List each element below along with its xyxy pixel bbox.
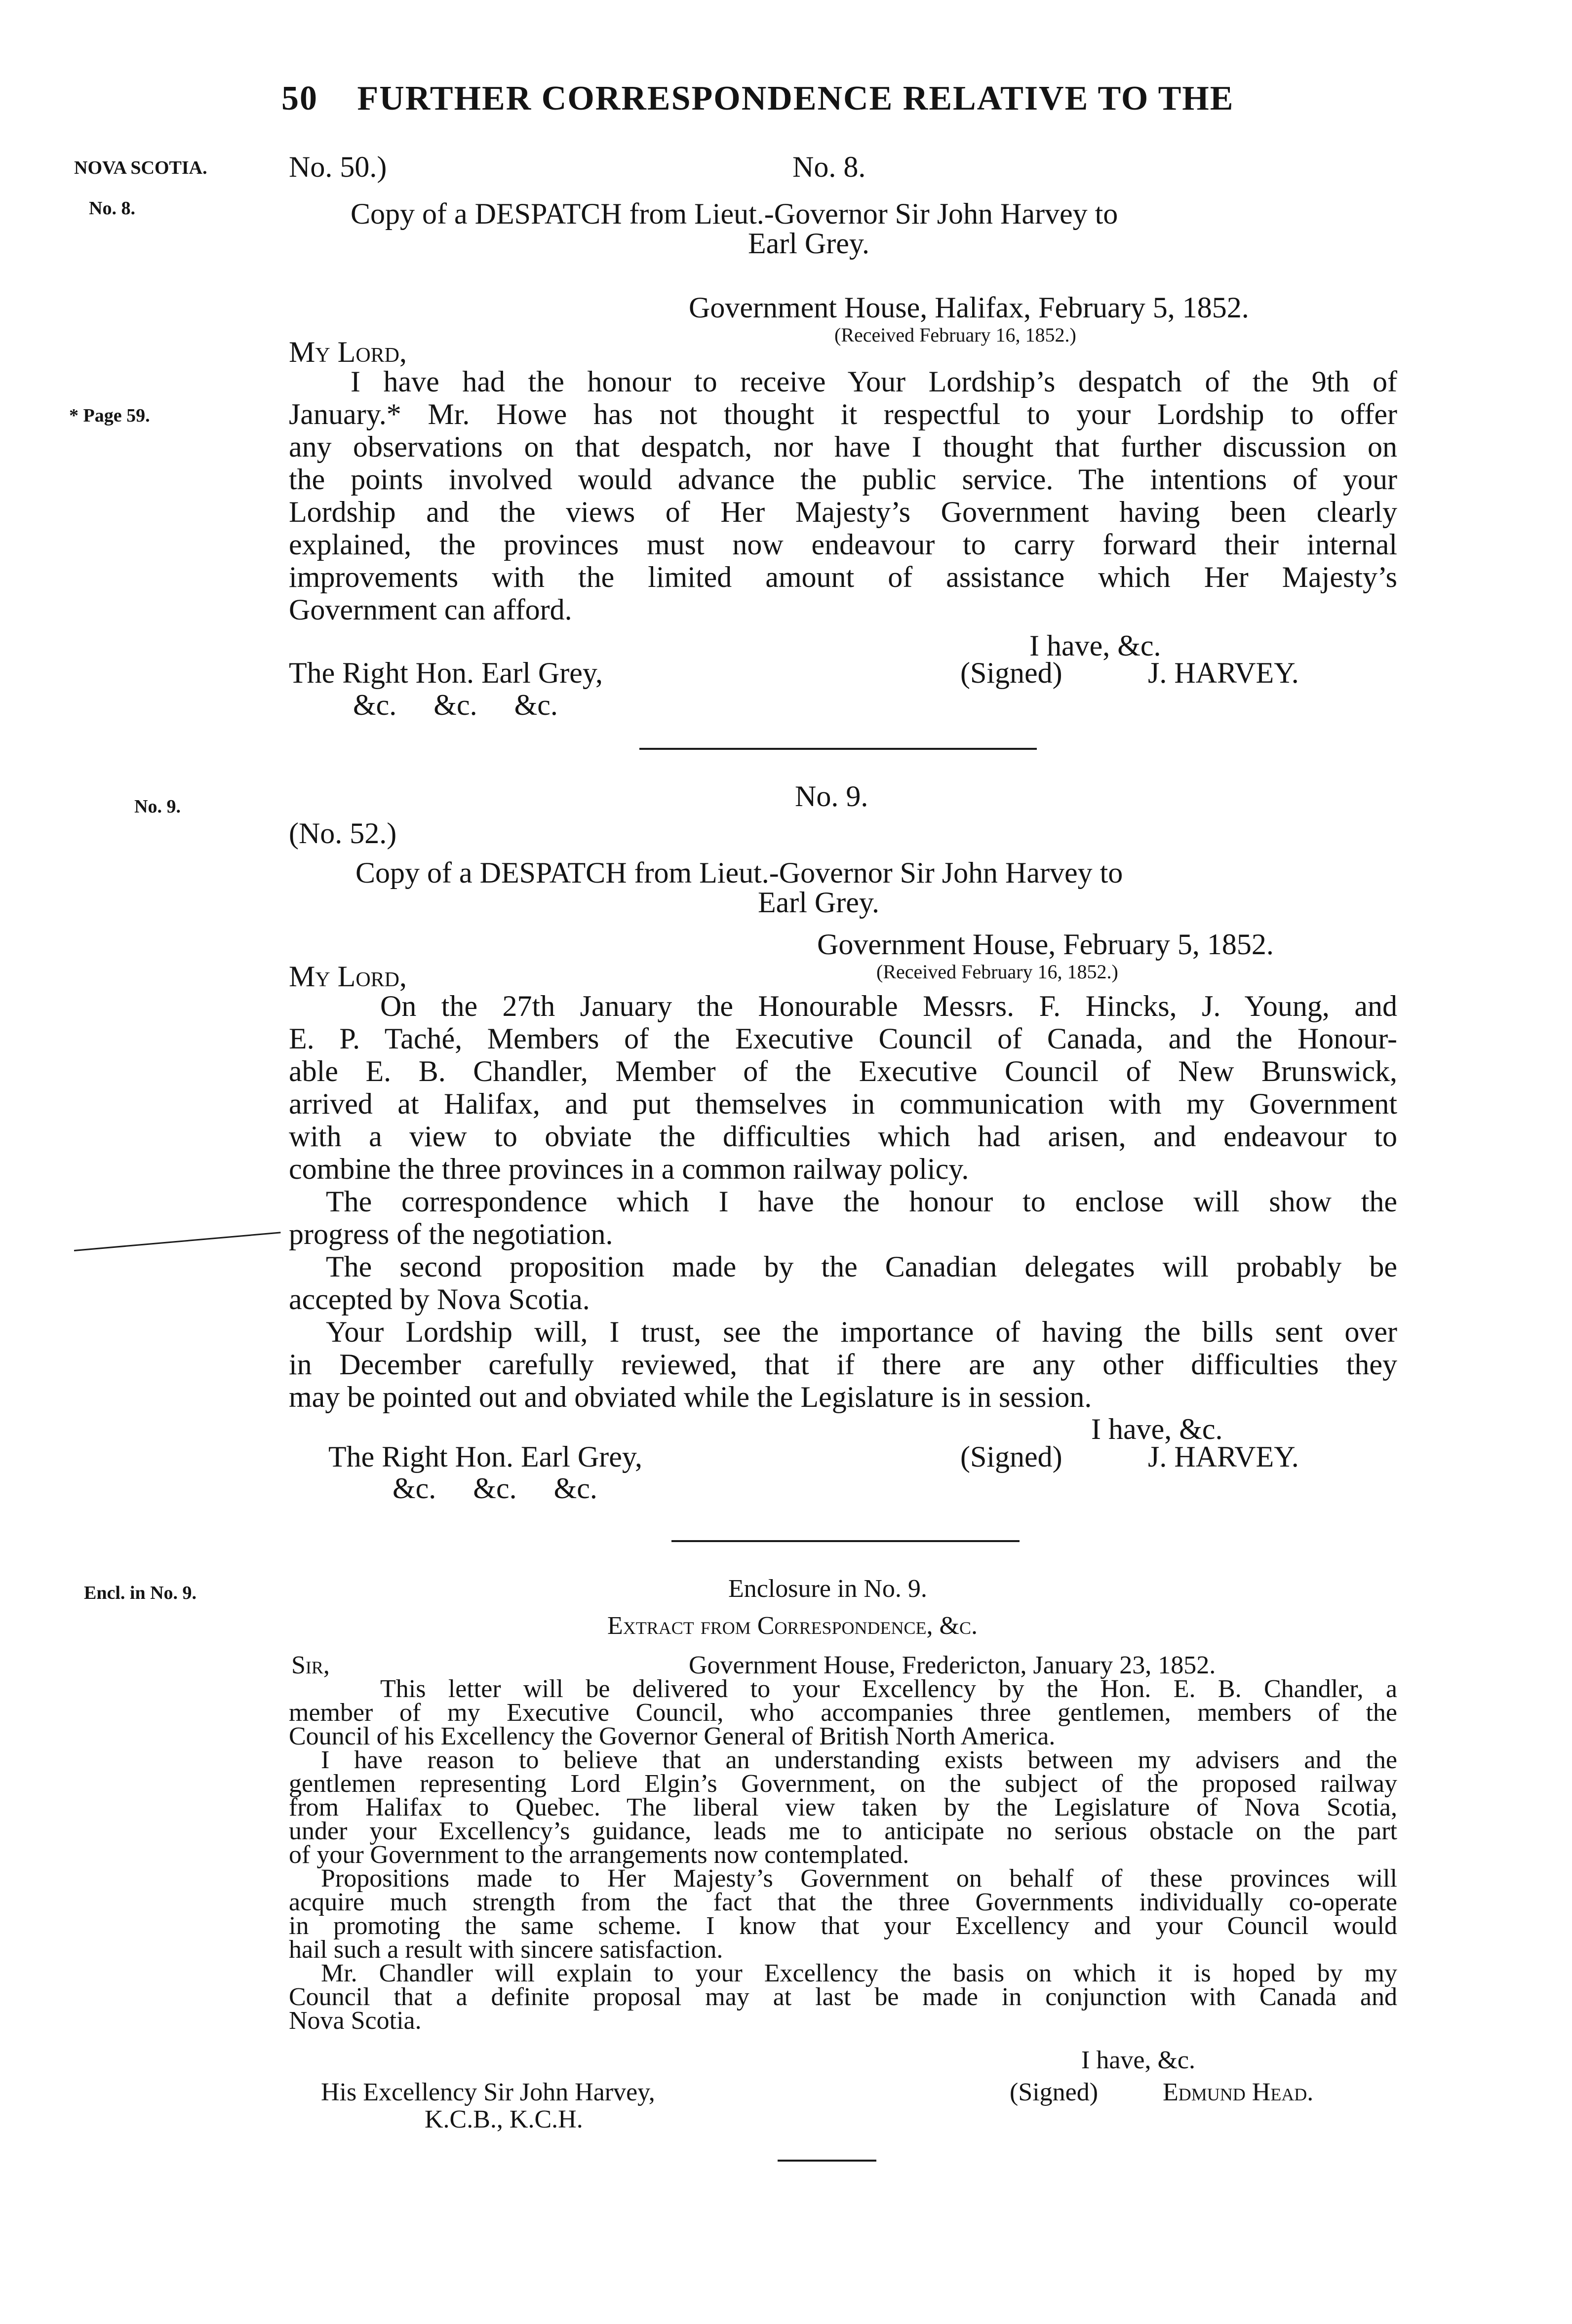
enclosure-body-line: member of my Executive Council, who accompanies three gentlemen, members of the: [289, 1699, 1397, 1727]
enclosure-body: [289, 1677, 1397, 2033]
despatch8-addressee-etc: &c. &c. &c.: [353, 689, 558, 721]
despatch9-body-line: Your Lordship will, I trust, see the importance of having the bills sent over: [326, 1316, 1397, 1348]
despatch9-received: (Received February 16, 1852.): [876, 961, 1118, 983]
enclosure-body-line: I have reason to believe that an understanding exists between my advisers and the: [321, 1746, 1397, 1774]
despatch9-body-line: with a view to obviate the difficulties which had arisen, and endeavour to: [289, 1120, 1397, 1153]
despatch9-body-line: On the 27th January the Honourable Messrs. F. Hincks, J. Young, and: [380, 990, 1397, 1022]
enclosure-body-line: acquire much strength from the fact that the three Governments individually co-operate: [289, 1888, 1397, 1916]
margin-no8: No. 8.: [89, 198, 135, 219]
enclosure-body-line: under your Excellency’s guidance, leads me to anticipate no serious obstacle on the part: [289, 1817, 1397, 1845]
enclosure-salutation: Sir,: [291, 1651, 330, 1679]
enclosure-body-line: Council of his Excellency the Governor General of British North America.: [289, 1722, 1056, 1750]
enclosure-heading: Enclosure in No. 9.: [728, 1575, 927, 1603]
enclosure-body-line: in promoting the same scheme. I know that your Excellency and your Council would: [289, 1912, 1397, 1940]
enclosure-body-line: gentlemen representing Lord Elgin’s Government, on the subject of the proposed railway: [289, 1770, 1397, 1798]
despatch8-signature: J. HARVEY.: [1148, 657, 1299, 689]
enclosure-body-line: from Halifax to Quebec. The liberal view taken by the Legislature of Nova Scotia,: [289, 1793, 1397, 1821]
despatch9-number: No. 9.: [795, 780, 868, 813]
enclosure-signature: Edmund Head.: [1163, 2078, 1314, 2106]
despatch8-body-line: January.* Mr. Howe has not thought it respectful to your Lordship to offer: [289, 398, 1397, 430]
despatch9-closing: I have, &c.: [1091, 1413, 1223, 1445]
despatch8-body-line: explained, the provinces must now endeavour to carry forward their internal: [289, 528, 1397, 561]
despatch8-body-line: improvements with the limited amount of assistance which Her Majesty’s: [289, 561, 1397, 593]
despatch9-addressee: The Right Hon. Earl Grey,: [328, 1440, 642, 1473]
end-rule: [778, 2160, 876, 2162]
despatch9-body-line: may be pointed out and obviated while the Legislature is in session.: [289, 1381, 1092, 1413]
despatch9-place-date: Government House, February 5, 1852.: [817, 928, 1274, 961]
page-number: 50: [281, 79, 318, 117]
despatch8-title-line2: Earl Grey.: [748, 227, 869, 260]
despatch9-signature: J. HARVEY.: [1148, 1440, 1299, 1473]
despatch8-body: [289, 365, 1397, 626]
despatch9-body-line: progress of the negotiation.: [289, 1218, 613, 1250]
despatch8-body-line: Government can afford.: [289, 593, 572, 626]
enclosure-body-line: Council that a definite proposal may at last be made in conjunction with Canada and: [289, 1983, 1397, 2011]
enclosure-body-line: hail such a result with sincere satisfaction.: [289, 1936, 723, 1964]
despatch9-title-line1: Copy of a DESPATCH from Lieut.-Governor Sir John Harvey to: [355, 856, 1123, 889]
despatch8-signed-label: (Signed): [960, 657, 1062, 689]
margin-pointer-line: [74, 1232, 281, 1251]
running-title: FURTHER CORRESPONDENCE RELATIVE TO THE: [357, 79, 1234, 117]
despatch9-addressee-etc: &c. &c. &c.: [393, 1472, 597, 1505]
despatch8-place-date: Government House, Halifax, February 5, 1852.: [689, 291, 1249, 324]
despatch9-body-line: E. P. Taché, Members of the Executive Council of Canada, and the Honour-: [289, 1022, 1397, 1055]
despatch9-signed-label: (Signed): [960, 1440, 1062, 1473]
running-header: [281, 79, 1234, 118]
enclosure-addressee-line2: K.C.B., K.C.H.: [425, 2105, 583, 2133]
despatch8-received: (Received February 16, 1852.): [834, 324, 1076, 346]
margin-colony: NOVA SCOTIA.: [74, 157, 207, 178]
despatch9-title-line2: Earl Grey.: [758, 886, 879, 919]
despatch9-body-line: The correspondence which I have the honour to enclose will show the: [326, 1185, 1397, 1218]
despatch8-body-line: I have had the honour to receive Your Lordship’s despatch of the 9th of: [351, 365, 1397, 398]
despatch9-body-line: The second proposition made by the Canadian delegates will probably be: [326, 1250, 1397, 1283]
margin-page-59: * Page 59.: [69, 405, 150, 426]
enclosure-body-line: Mr. Chandler will explain to your Excellency the basis on which it is hoped by my: [321, 1959, 1397, 1987]
despatch9-body-line: in December carefully reviewed, that if there are any other difficulties they: [289, 1348, 1397, 1381]
despatch8-body-line: the points involved would advance the public service. The intentions of your: [289, 463, 1397, 496]
enclosure-body-line: This letter will be delivered to your Excellency by the Hon. E. B. Chandler, a: [380, 1675, 1397, 1703]
despatch9-salutation: My Lord,: [289, 960, 407, 993]
despatch8-title-line1: Copy of a DESPATCH from Lieut.-Governor Sir John Harvey to: [351, 197, 1118, 230]
enclosure-addressee-line1: His Excellency Sir John Harvey,: [321, 2078, 655, 2106]
despatch8-body-line: any observations on that despatch, nor have I thought that further discussion on: [289, 430, 1397, 463]
despatch8-number: No. 8.: [792, 151, 866, 183]
despatch9-body-line: arrived at Halifax, and put themselves in communication with my Government: [289, 1087, 1397, 1120]
despatch9-ref: (No. 52.): [289, 817, 397, 850]
divider-rule: [639, 748, 1037, 750]
enclosure-closing: I have, &c.: [1081, 2046, 1196, 2074]
enclosure-place-date: Government House, Fredericton, January 23, 1852.: [689, 1651, 1216, 1679]
divider-rule: [671, 1540, 1020, 1542]
enclosure-body-line: Propositions made to Her Majesty’s Government on behalf of these provinces will: [321, 1864, 1397, 1893]
despatch8-closing: I have, &c.: [1029, 629, 1161, 662]
despatch9-body-line: accepted by Nova Scotia.: [289, 1283, 590, 1316]
enclosure-body-line: of your Government to the arrangements now contemplated.: [289, 1841, 909, 1869]
despatch8-ref: No. 50.): [289, 151, 387, 183]
despatch8-addressee: The Right Hon. Earl Grey,: [289, 657, 603, 689]
margin-encl: Encl. in No. 9.: [84, 1583, 197, 1603]
margin-no9: No. 9.: [134, 796, 181, 817]
enclosure-signed-label: (Signed): [1010, 2078, 1099, 2106]
enclosure-body-line: Nova Scotia.: [289, 2007, 422, 2035]
despatch9-body-line: combine the three provinces in a common railway policy.: [289, 1153, 969, 1185]
despatch8-body-line: Lordship and the views of Her Majesty’s Government having been clearly: [289, 496, 1397, 528]
enclosure-subheading: Extract from Correspondence, &c.: [607, 1612, 978, 1640]
despatch9-body: [289, 990, 1397, 1413]
despatch9-body-line: able E. B. Chandler, Member of the Executive Council of New Brunswick,: [289, 1055, 1397, 1087]
despatch8-salutation: My Lord,: [289, 336, 407, 368]
